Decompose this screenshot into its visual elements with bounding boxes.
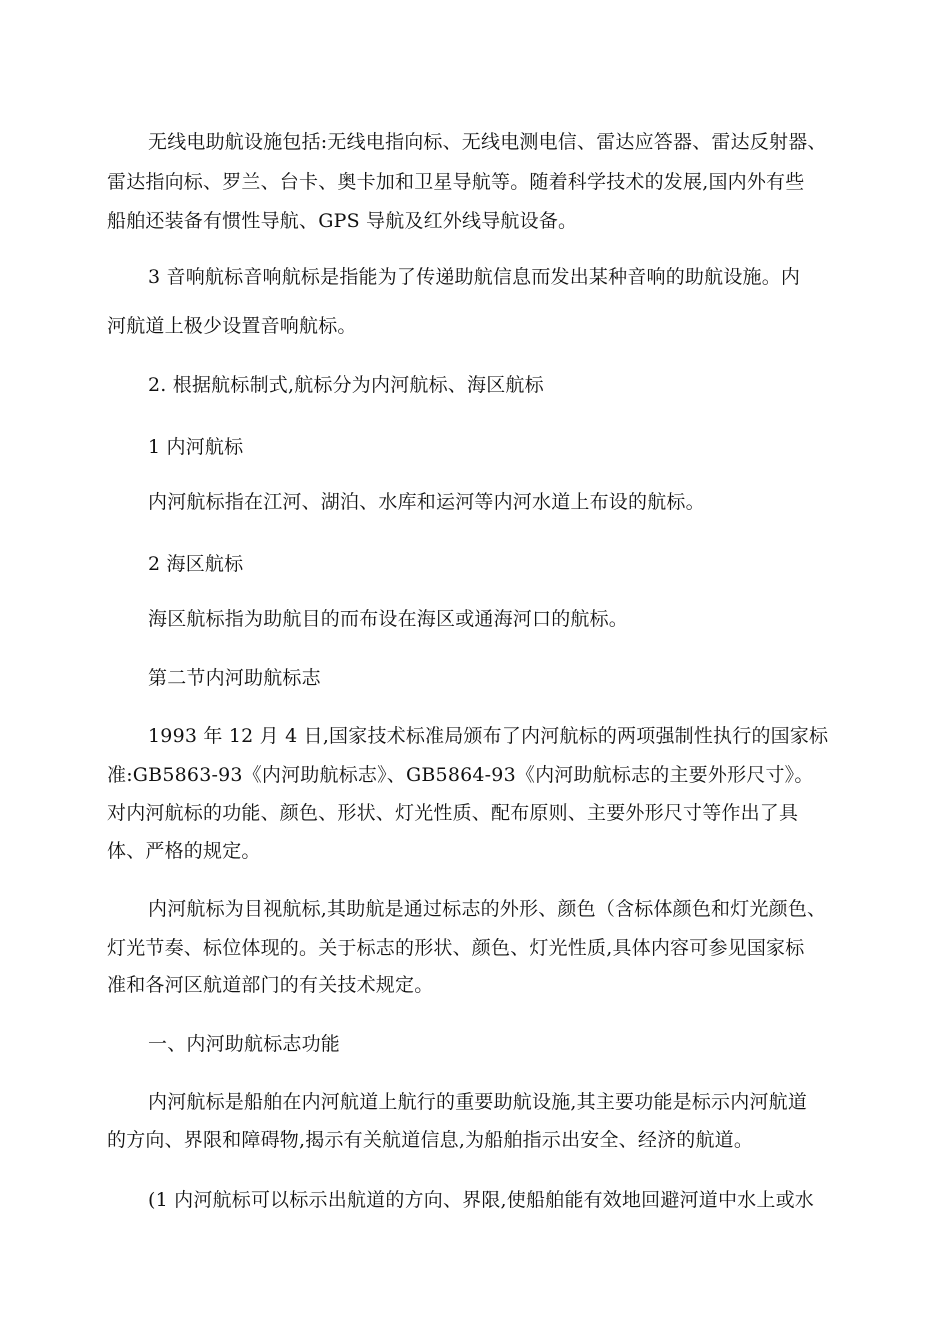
- text-line: 准:GB5863-93《内河助航标志》、GB5864-93《内河助航标志的主要外形尺寸》。: [107, 764, 814, 786]
- text-line: 1993 年 12 月 4 日,国家技术标准局颁布了内河航标的两项强制性执行的国家标: [148, 725, 829, 747]
- text-line: 雷达指向标、罗兰、台卡、奥卡加和卫星导航等。随着科学技术的发展,国内外有些: [107, 171, 805, 193]
- text-line: (1 内河航标可以标示出航道的方向、界限,使船舶能有效地回避河道中水上或水: [148, 1189, 814, 1211]
- text-line: 灯光节奏、标位体现的。关于标志的形状、颜色、灯光性质,具体内容可参见国家标: [107, 937, 805, 959]
- text-line: 3 音响航标音响航标是指能为了传递助航信息而发出某种音响的助航设施。内: [148, 266, 801, 288]
- subsection-heading: 2 海区航标: [148, 553, 244, 575]
- subsection-heading: 1 内河航标: [148, 436, 244, 458]
- chapter-heading: 第二节内河助航标志: [148, 667, 321, 689]
- text-line: 海区航标指为助航目的而布设在海区或通海河口的航标。: [148, 608, 629, 630]
- text-line: 体、严格的规定。: [107, 840, 261, 862]
- text-line: 准和各河区航道部门的有关技术规定。: [107, 974, 434, 996]
- text-line: 内河航标指在江河、湖泊、水库和运河等内河水道上布设的航标。: [148, 491, 705, 513]
- text-line: 船舶还装备有惯性导航、GPS 导航及红外线导航设备。: [107, 210, 578, 232]
- text-line: 的方向、界限和障碍物,揭示有关航道信息,为船舶指示出安全、经济的航道。: [107, 1129, 754, 1151]
- text-line: 内河航标为目视航标,其助航是通过标志的外形、颜色（含标体颜色和灯光颜色、: [148, 898, 827, 920]
- section-heading: 一、内河助航标志功能: [148, 1033, 341, 1055]
- text-line: 河航道上极少设置音响航标。: [107, 315, 357, 337]
- text-line: 内河航标是船舶在内河航道上航行的重要助航设施,其主要功能是标示内河航道: [148, 1091, 808, 1113]
- text-line: 无线电助航设施包括:无线电指向标、无线电测电信、雷达应答器、雷达反射器、: [148, 131, 827, 153]
- section-heading: 2. 根据航标制式,航标分为内河航标、海区航标: [148, 374, 544, 396]
- text-line: 对内河航标的功能、颜色、形状、灯光性质、配布原则、主要外形尺寸等作出了具: [107, 802, 799, 824]
